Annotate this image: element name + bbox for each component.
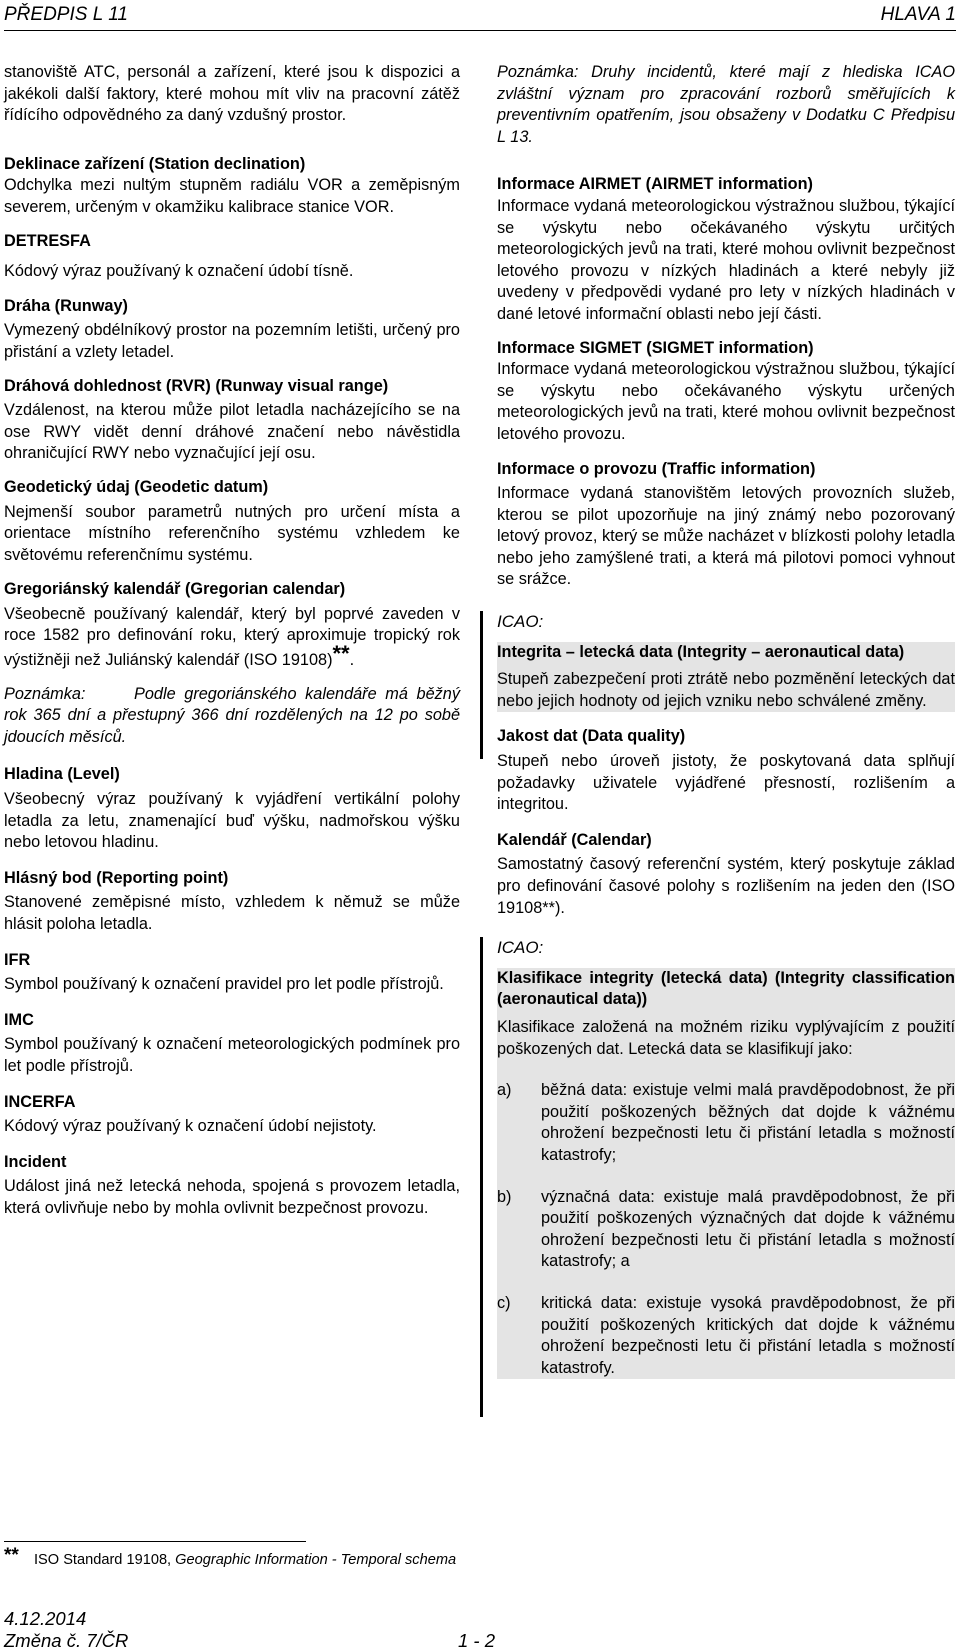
definition-term: Integrita – letecká data (Integrity – aeronautical data) [497,642,905,661]
footnote-reference: ** [332,641,350,667]
definition-entry [497,459,955,592]
definition-text-end: . [349,651,355,670]
footnote-text-plain: ISO Standard 19108, [34,1552,176,1568]
icao-shaded-definition [497,642,955,713]
list-item-text: kritická data: existuje vysoká pravděpodobnost, že při použití poškozených kritických dat dojde k vážnému ohrožení bezpečnosti letu či přistání letadla s možností katastrofy. [541,1293,955,1377]
definition-text: Událost jiná než letecká nehoda, spojená s provozem letadla, která ovlivňuje nebo by mohla ovlivnit bezpečnost provozu. [4,1177,460,1217]
definition-text: Vymezený obdélníkový prostor na pozemním letišti, určený pro přistání a vzlety letadel. [4,321,460,361]
definition-term: Geodetický údaj (Geodetic datum) [4,477,269,496]
list-item-label: b) [497,1187,512,1206]
definition-term: IFR [4,950,31,969]
definition-entry [4,477,460,566]
note: Poznámka: Druhy incidentů, které mají z hlediska ICAO zvláštní význam pro zpracování rozborů směřujících k preventivním opatřením, jsou obsaženy v Dodatku C Předpisu L 13. [497,63,955,146]
note-label: Poznámka: [4,684,86,703]
left-column [4,62,460,1220]
definition-text: Stupeň zabezpečení proti ztrátě nebo pozměnění leteckých dat nebo jejich hodnoty od jejich vzniku nebo schválené změny. [497,670,955,710]
definition-text: Symbol používaný k označení pravidel pro let podle přístrojů. [4,975,444,994]
definition-entry [4,1010,460,1078]
list-item [497,1293,955,1379]
list-item-text: význačná data: existuje malá pravděpodobnost, že při použití poškozených význačných dat dojde k vážnému ohrožení bezpečnosti letu či přistání letadla s možností katastrofy; a [541,1187,955,1271]
header-left-title: PŘEDPIS L 11 [4,4,128,25]
list-item [497,1187,955,1273]
definition-text: Klasifikace založená na možném riziku vyplývajícím z použití poškozených dat. Letecká data se klasifikují jako: [497,1017,955,1058]
definition-entry [4,1092,460,1138]
icao-label: ICAO: [497,612,544,632]
definition-term: IMC [4,1010,34,1029]
definition-entry [497,174,955,325]
definition-entry [4,231,460,283]
definition-entry [497,726,955,815]
definition-term: Klasifikace integrity (letecká data) (Integrity classification (aeronautical data)) [497,968,955,1009]
icao-block [497,611,955,712]
footnote-text [34,1550,504,1570]
definition-text: Stupeň nebo úroveň jistoty, že poskytovaná data splňují požadavky uživatele vyjádřené přesností, rozlišením a integritou. [497,752,955,814]
definition-entry [4,1152,460,1220]
change-bar [480,937,483,1417]
definition-term: Dráha (Runway) [4,296,128,315]
page-number: 1 - 2 [458,1630,496,1651]
footer-change: Změna č. 7/ČR [4,1630,129,1651]
definition-entry [4,376,460,465]
definition-entry [497,338,955,446]
definition-term: Hlásný bod (Reporting point) [4,868,229,887]
change-bar [480,611,483,759]
footnote [4,1545,504,1570]
definition-entry [497,830,955,919]
icao-label: ICAO: [497,938,544,958]
definition-term: Hladina (Level) [4,765,120,784]
definition-entry [4,154,460,219]
definition-text: Kódový výraz používaný k označení údobí nejistoty. [4,1117,377,1136]
page-footer [4,1608,956,1652]
definition-term: Dráhová dohlednost (RVR) (Runway visual range) [4,376,389,395]
note [4,684,460,749]
definition-entry [4,868,460,936]
definition-entry [4,296,460,364]
definition-text: Odchylka mezi nultým stupněm radiálu VOR a zeměpisným severem, určeným v okamžiku kalibrace stanice VOR. [4,176,460,216]
definition-term: INCERFA [4,1092,76,1111]
definition-text: Informace vydaná meteorologickou výstražnou službou, týkající se výskytu nebo očekávaného výskytu určitých meteorologických jevů na trati, které mohou ovlivnit bezpečnost letového provozu v nízkých hladinách a které nebyly již uvedeny v předpovědi vydané pro lety v nízkých hladinách v dané letové informační oblasti nebo její části. [497,196,955,323]
definition-term: DETRESFA [4,231,91,250]
right-column [497,62,955,1379]
definition-text: Informace vydaná meteorologickou výstražnou službou, týkající se výskytu nebo očekávaného výskytu určených meteorologických jevů na trati, které mohou ovlivnit bezpečnost letového provozu. [497,360,955,443]
footnote-separator [4,1541,306,1542]
intro-paragraph: stanoviště ATC, personál a zařízení, které jsou k dispozici a jakékoli další faktory, které mohou mít vliv na pracovní zátěž řídícího odpovědného za daný vzdušný prostor. [4,63,460,125]
definition-text-body: Všeobecně používaný kalendář, který byl poprvé zaveden v roce 1582 pro definování roku, který aproximuje tropický rok výstižněji než Juliánský kalendář (ISO 19108) [4,604,460,670]
definition-text: Informace vydaná stanovištěm letových provozních služeb, kterou se pilot upozorňuje na jiný známý nebo pozorovaný letový provoz, který se může nacházet v blízkosti polohy letadla nebo jeho zamýšlené trati, a která má pilotovi pomoci vyhnout se srážce. [497,484,955,589]
definition-entry [4,764,460,853]
definition-entry [4,579,460,671]
header-right-title: HLAVA 1 [880,4,956,25]
definition-text: Vzdálenost, na kterou může pilot letadla nacházejícího se na ose RWY vidět denní dráhové značení nebo návěstidla ohraničující RWY nebo vyznačující její osu. [4,401,460,463]
list-item [497,1080,955,1166]
definition-term: Jakost dat (Data quality) [497,727,686,746]
definition-term: Informace AIRMET (AIRMET information) [497,175,813,194]
definition-term: Kalendář (Calendar) [497,830,652,849]
definition-text: Nejmenší soubor parametrů nutných pro určení místa a orientace místního referenčního systému vzhledem ke světovému referenčnímu systému. [4,502,460,564]
definition-text: Stanovené zeměpisné místo, vzhledem k němuž se může hlásit poloha letadla. [4,893,460,933]
definition-text: Kódový výraz používaný k označení údobí tísně. [4,262,354,281]
definition-term: Informace o provozu (Traffic information) [497,459,816,478]
footnote-mark: ** [4,1545,19,1566]
definition-text: Všeobecný výraz používaný k vyjádření vertikální polohy letadla za letu, znamenající buď výšku, nadmořskou výšku nebo letovou hladinu. [4,790,460,852]
footnote-text-italic: Geographic Information - Temporal schema [175,1552,457,1568]
definition-term: Informace SIGMET (SIGMET information) [497,338,814,357]
definition-text: Samostatný časový referenční systém, který poskytuje základ pro definování časové polohy s rozlišením na jeden den (ISO 19108**). [497,855,955,917]
definition-text [4,604,460,672]
definition-text: Symbol používaný k označení meteorologických podmínek pro let podle přístrojů. [4,1035,460,1075]
list-item-text: běžná data: existuje velmi malá pravděpodobnost, že při použití poškozených běžných dat dojde k vážnému ohrožení bezpečnosti letu či přistání letadla s možností katastrofy; [541,1081,955,1164]
definition-term: Gregoriánský kalendář (Gregorian calendar) [4,580,346,599]
definition-entry [4,950,460,996]
note-text: Podle gregoriánského kalendáře má běžný rok 365 dní a přestupný 366 dní rozdělených na 12 po sobě jdoucích měsíců. [4,684,460,746]
list-item-label: a) [497,1081,512,1100]
definition-term: Incident [4,1152,67,1171]
page-header [4,4,956,31]
icao-block [497,937,955,1379]
definition-term: Deklinace zařízení (Station declination) [4,154,306,173]
icao-shaded-definition [497,968,955,1380]
list-item-label: c) [497,1293,511,1312]
footer-date: 4.12.2014 [4,1608,87,1629]
